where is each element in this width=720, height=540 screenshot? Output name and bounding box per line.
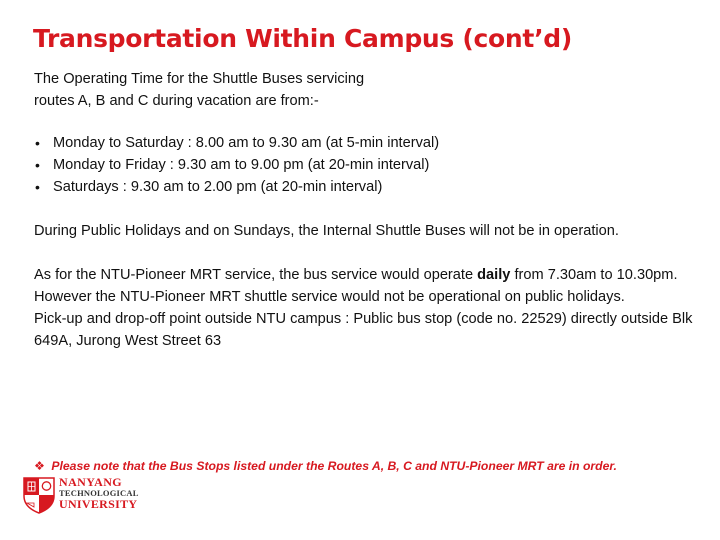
logo-line-2: TECHNOLOGICAL — [59, 488, 139, 498]
bus-stop-note — [34, 459, 720, 473]
mrt-paragraph — [34, 264, 714, 308]
mrt-text-start: As for the NTU-Pioneer MRT service, the bus service would operate — [34, 267, 478, 283]
pickup-paragraph: Pick-up and drop-off point outside NTU campus : Public bus stop (code no. 22529) directly outside Blk 649A, Jurong West Street 63 — [34, 311, 693, 349]
logo-line-3: UNIVERSITY — [59, 497, 138, 511]
mrt-text-daily: daily — [477, 267, 511, 283]
holiday-paragraph: During Public Holidays and on Sundays, the Internal Shuttle Buses will not be in operation. — [34, 223, 619, 239]
intro-line-2: routes A, B and C during vacation are from:- — [34, 93, 319, 109]
list-item: • Monday to Saturday : 8.00 am to 9.30 am (at 5-min interval) — [34, 132, 714, 154]
slide-body — [34, 68, 714, 352]
list-item: • Monday to Friday : 9.30 am to 9.00 pm (at 20-min interval) — [34, 154, 714, 176]
logo-line-1: NANYANG — [59, 475, 123, 489]
page-title: Transportation Within Campus (cont’d) — [33, 24, 572, 53]
intro-line-1: The Operating Time for the Shuttle Buses servicing — [34, 71, 365, 87]
diamond-bullet-icon: ❖ — [34, 459, 45, 473]
logo-wordmark — [59, 477, 139, 510]
university-logo — [22, 476, 182, 520]
list-item: • Saturdays : 9.30 am to 2.00 pm (at 20-min interval) — [34, 176, 714, 198]
university-crest-icon — [22, 476, 56, 514]
schedule-list — [34, 132, 714, 198]
mrt-text-end: from 7.30am to 10.30pm. However the NTU-Pioneer MRT shuttle service would not be operational on public holidays. — [34, 267, 678, 305]
intro-paragraph — [34, 68, 714, 112]
note-text: Please note that the Bus Stops listed under the Routes A, B, C and NTU-Pioneer MRT are in order. — [51, 459, 617, 473]
